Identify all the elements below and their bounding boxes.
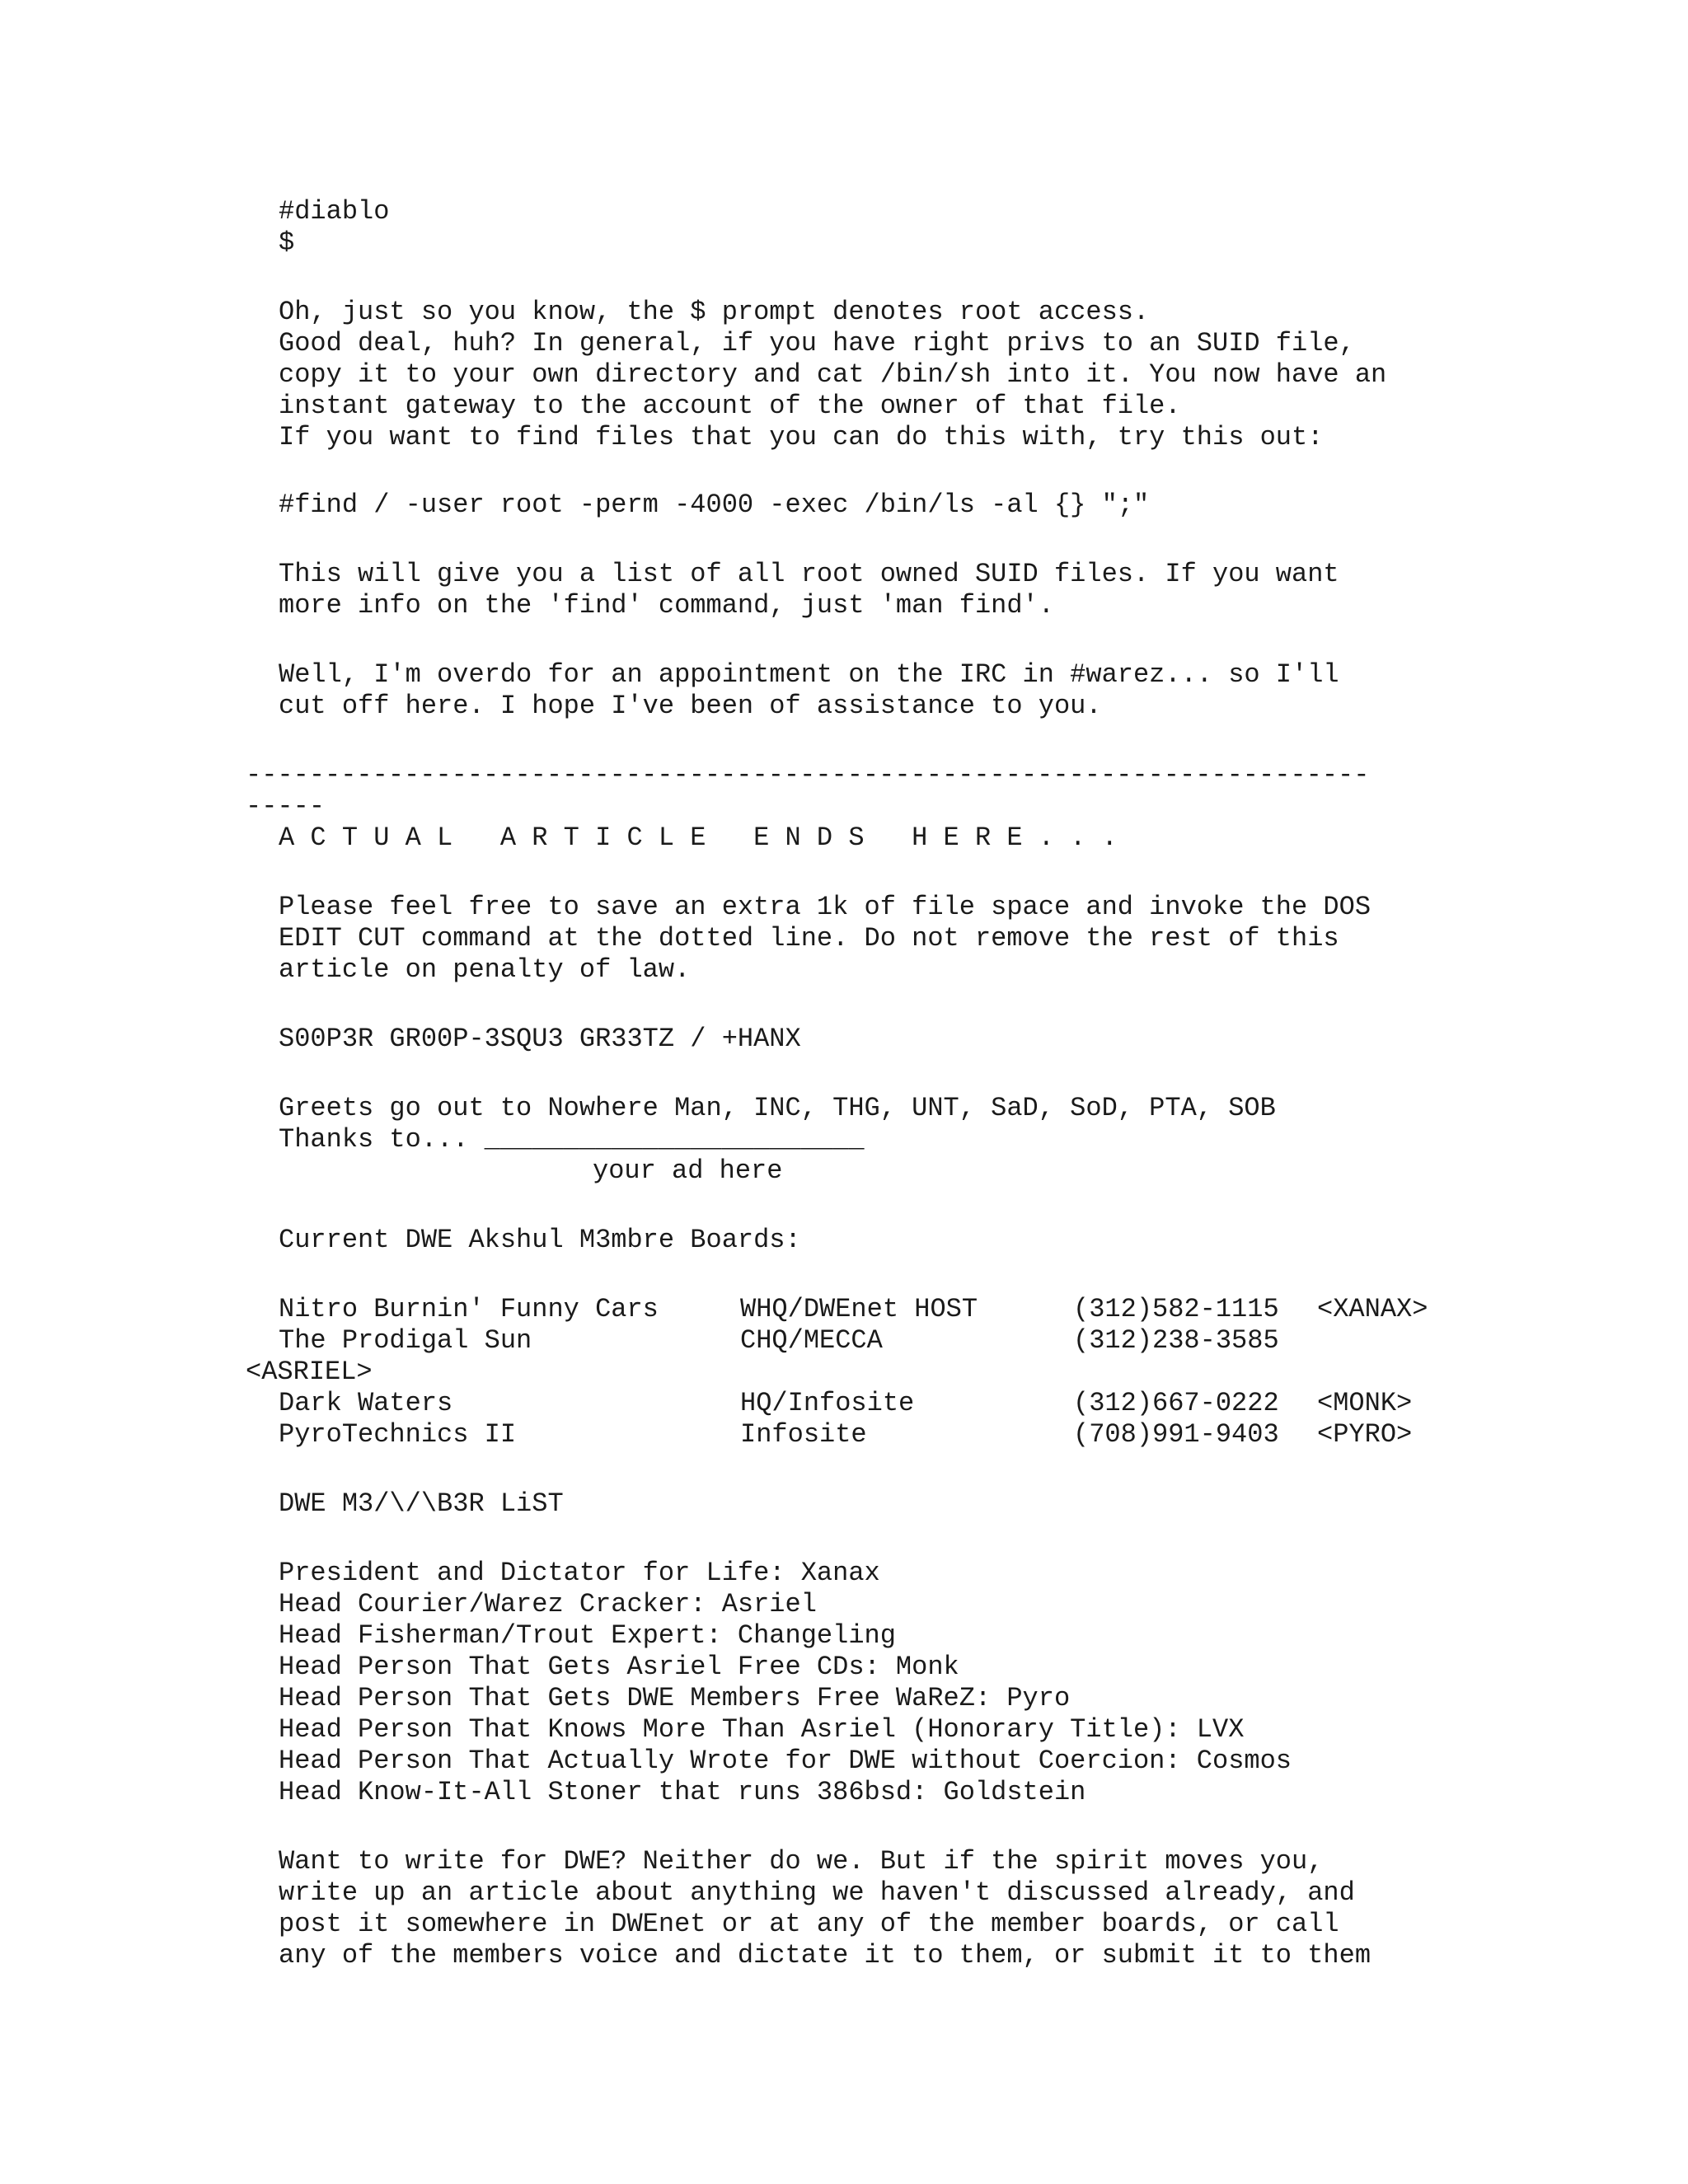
board-row <box>279 1325 1432 1357</box>
text-line: Please feel free to save an extra 1k of file space and invoke the DOS <box>279 892 1372 922</box>
member-line: President and Dictator for Life: Xanax <box>279 1558 880 1588</box>
board-name: Nitro Burnin' Funny Cars <box>279 1294 659 1324</box>
text-line: cut off here. I hope I've been of assistance to you. <box>279 691 1102 721</box>
thanks-line <box>279 1124 865 1155</box>
board-name: PyroTechnics II <box>279 1419 517 1450</box>
greetz-title: S00P3R GR00P-3SQU3 GR33TZ / +HANX <box>279 1024 801 1054</box>
divider-line-wrap: ----- <box>246 791 326 822</box>
text-line: article on penalty of law. <box>279 954 691 985</box>
board-sysop: <XANAX> <box>1317 1294 1428 1324</box>
board-phone: (312)667-0222 <box>1073 1388 1279 1418</box>
board-row <box>279 1388 1432 1419</box>
board-type: HQ/Infosite <box>740 1388 915 1418</box>
member-line: Head Fisherman/Trout Expert: Changeling <box>279 1620 896 1651</box>
text-line: more info on the 'find' command, just 'man find'. <box>279 590 1054 621</box>
board-type: CHQ/MECCA <box>740 1325 883 1356</box>
board-row <box>279 1419 1432 1451</box>
thanks-blank: ________________________ <box>484 1124 865 1155</box>
member-line: Head Know-It-All Stoner that runs 386bsd: Goldstein <box>279 1777 1086 1807</box>
text-line: Oh, just so you know, the $ prompt denotes root access. <box>279 297 1150 327</box>
board-type: Infosite <box>740 1419 867 1450</box>
text-line: This will give you a list of all root owned SUID files. If you want <box>279 559 1339 589</box>
text-line: post it somewhere in DWEnet or at any of the member boards, or call <box>279 1909 1339 1939</box>
ad-caption: your ad here <box>593 1155 783 1186</box>
board-name: Dark Waters <box>279 1388 453 1418</box>
thanks-prefix: Thanks to... <box>279 1124 485 1155</box>
text-line: any of the members voice and dictate it to them, or submit it to them <box>279 1940 1372 1971</box>
board-type: WHQ/DWEnet HOST <box>740 1294 978 1324</box>
text-line: instant gateway to the account of the owner of that file. <box>279 391 1181 421</box>
board-row <box>279 1294 1432 1325</box>
boards-title: Current DWE Akshul M3mbre Boards: <box>279 1225 801 1255</box>
text-line: Well, I'm overdo for an appointment on the IRC in #warez... so I'll <box>279 659 1339 690</box>
text-line: copy it to your own directory and cat /bin/sh into it. You now have an <box>279 359 1387 390</box>
text-line: EDIT CUT command at the dotted line. Do not remove the rest of this <box>279 923 1339 954</box>
member-line: Head Person That Knows More Than Asriel (Honorary Title): LVX <box>279 1714 1245 1745</box>
member-line: Head Person That Gets DWE Members Free WaReZ: Pyro <box>279 1683 1071 1713</box>
channel-line: #diablo <box>279 196 390 227</box>
member-line: Head Person That Gets Asriel Free CDs: Monk <box>279 1652 959 1682</box>
divider-line: ----------------------------------------------------------------------- <box>246 760 1370 790</box>
text-line: If you want to find files that you can do this with, try this out: <box>279 422 1324 452</box>
text-line: write up an article about anything we haven't discussed already, and <box>279 1877 1355 1908</box>
member-line: Head Courier/Warez Cracker: Asriel <box>279 1589 817 1619</box>
member-line: Head Person That Actually Wrote for DWE without Coercion: Cosmos <box>279 1746 1292 1776</box>
board-sysop: <MONK> <box>1317 1388 1413 1418</box>
board-sysop: <PYRO> <box>1317 1419 1413 1450</box>
board-sysop-wrapped: <ASRIEL> <box>246 1357 373 1387</box>
board-phone: (708)991-9403 <box>1073 1419 1279 1450</box>
board-name: The Prodigal Sun <box>279 1325 532 1356</box>
text-line: Good deal, huh? In general, if you have right privs to an SUID file, <box>279 328 1355 359</box>
members-title: DWE M3/\/\B3R LiST <box>279 1488 564 1519</box>
text-line: Want to write for DWE? Neither do we. But if the spirit moves you, <box>279 1846 1324 1877</box>
greets-line: Greets go out to Nowhere Man, INC, THG, UNT, SaD, SoD, PTA, SOB <box>279 1093 1276 1123</box>
board-phone: (312)582-1115 <box>1073 1294 1279 1324</box>
prompt-line: $ <box>279 227 295 258</box>
find-command: #find / -user root -perm -4000 -exec /bin/ls -al {} ";" <box>279 490 1150 520</box>
board-phone: (312)238-3585 <box>1073 1325 1279 1356</box>
article-end-banner: A C T U A L A R T I C L E E N D S H E R E . . . <box>279 823 1118 853</box>
